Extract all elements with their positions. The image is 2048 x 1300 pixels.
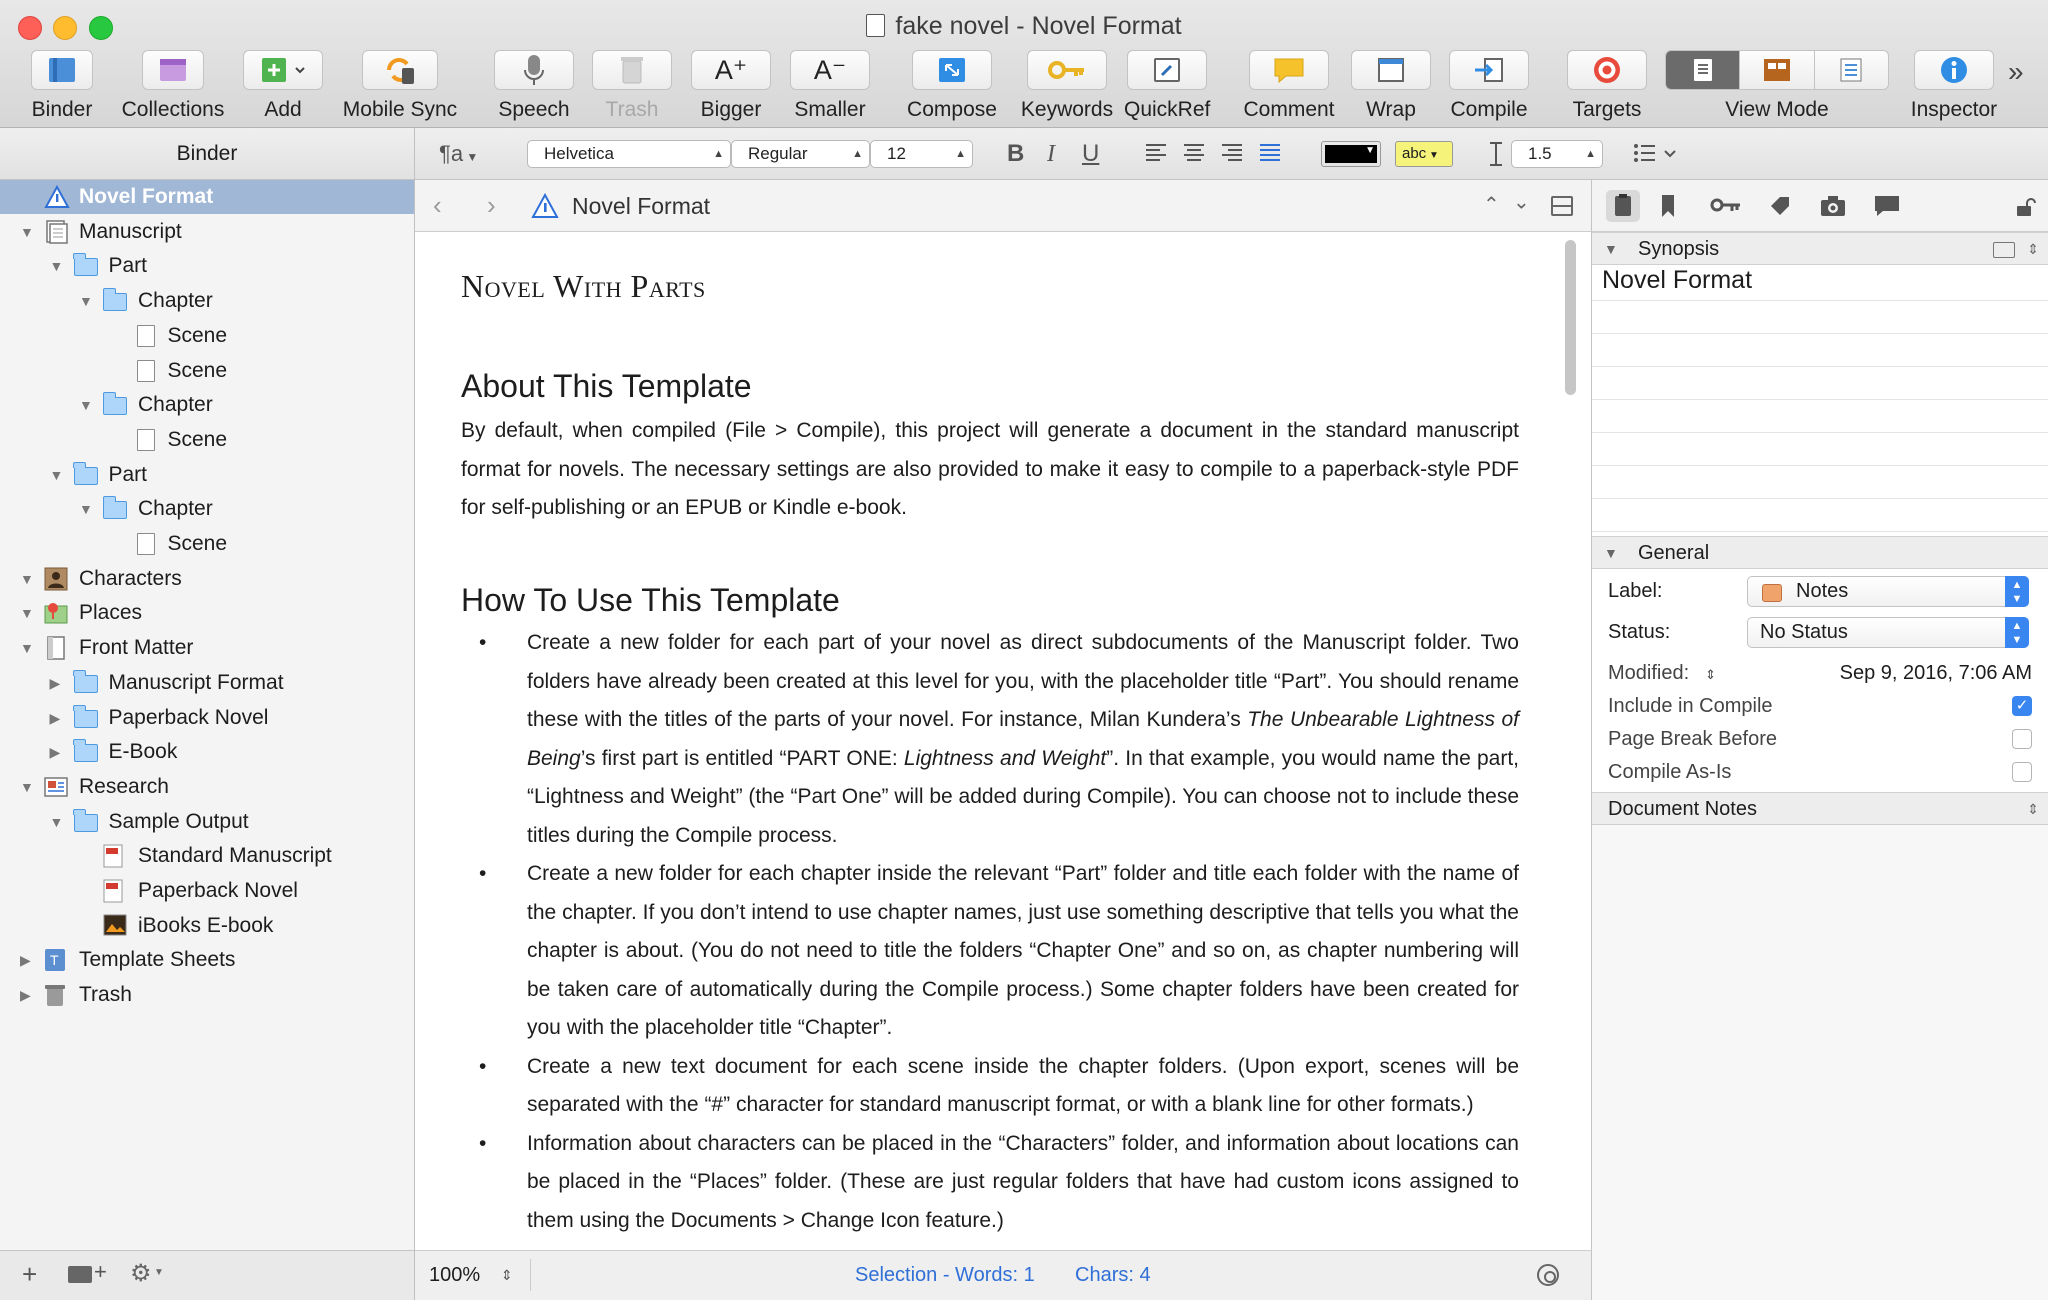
underline-button[interactable]: U	[1082, 140, 1100, 167]
status-field-label: Status:	[1608, 621, 1671, 643]
stepper-icon: ▲	[713, 148, 724, 160]
stepper-icon[interactable]: ⇕	[2027, 241, 2039, 257]
binder-item-label: Characters	[79, 566, 182, 590]
highlight-color-well[interactable]	[1395, 141, 1453, 167]
places-icon	[44, 601, 68, 625]
document-icon	[137, 429, 155, 451]
inspector-tabs	[1591, 180, 2048, 232]
binder-item-label: Manuscript	[79, 219, 182, 243]
italic-button[interactable]: I	[1047, 141, 1055, 167]
target-icon	[1567, 50, 1647, 90]
disclosure-expanded-icon[interactable]: ▼	[49, 258, 64, 275]
folder-icon	[103, 397, 127, 415]
selection-word-count: Selection - Words: 1	[855, 1264, 1035, 1286]
disclosure-expanded-icon[interactable]: ▼	[20, 778, 34, 795]
nav-back-icon[interactable]: ‹	[433, 190, 442, 220]
synopsis-image-toggle-icon[interactable]	[1993, 242, 2015, 258]
trash-icon	[592, 50, 672, 90]
line-spacing-icon	[1487, 140, 1505, 168]
format-bar	[415, 128, 2048, 180]
popup-stepper-icon: ▲ ▼	[2005, 576, 2029, 607]
tag-icon[interactable]	[1768, 194, 1792, 218]
bold-button[interactable]: B	[1007, 140, 1025, 167]
pdf-icon	[103, 879, 127, 903]
align-center-icon[interactable]	[1183, 142, 1205, 162]
text-color-well[interactable]	[1321, 141, 1381, 167]
speech-label: Speech	[498, 98, 570, 121]
document-icon	[137, 360, 155, 382]
synopsis-rule	[1592, 531, 2048, 532]
binder-item[interactable]	[0, 562, 414, 596]
binder-item-label: Scene	[167, 323, 228, 347]
collections-label: Collections	[121, 98, 225, 121]
modified-field-label	[1608, 662, 1716, 685]
binder-item[interactable]	[0, 909, 414, 943]
folder-icon	[74, 710, 98, 728]
binder-item[interactable]	[0, 492, 414, 526]
binder-item[interactable]	[0, 839, 414, 873]
comment-label: Comment	[1243, 98, 1335, 121]
compile-icon	[1449, 50, 1529, 90]
bigger-toolbar-button[interactable]	[690, 50, 772, 124]
highlight-label: abc	[1402, 145, 1427, 162]
binder-item[interactable]	[0, 978, 414, 1012]
wrap-toolbar-button[interactable]	[1350, 50, 1432, 124]
page-break-before-checkbox[interactable]	[2012, 729, 2032, 749]
list-item-text: ’s first part is entitled “PART ONE:	[580, 746, 904, 770]
binder-item[interactable]	[0, 249, 414, 283]
document-proxy-icon[interactable]	[866, 14, 885, 37]
binder-footer	[0, 1250, 415, 1300]
svg-text:T: T	[50, 952, 59, 969]
binder-item-label: Scene	[167, 532, 228, 555]
zoom-level[interactable]: 100%	[429, 1264, 481, 1286]
section-heading-how-to: How To Use This Template	[461, 582, 840, 618]
binder-item-label: Paperback Novel	[138, 879, 298, 902]
binder-header: Binder	[0, 128, 415, 180]
binder-item-label: Manuscript Format	[108, 670, 284, 694]
wrap-label: Wrap	[1366, 98, 1416, 121]
font-family-select[interactable]	[527, 140, 731, 168]
disclosure-expanded-icon[interactable]: ▼	[20, 223, 34, 240]
binder-item[interactable]	[0, 284, 414, 318]
synopsis-header-label: Synopsis	[1638, 238, 1720, 260]
synopsis-rule	[1592, 465, 2048, 466]
bigger-label: Bigger	[700, 98, 762, 121]
add-toolbar-button[interactable]	[240, 50, 326, 124]
image-icon	[103, 914, 127, 938]
synopsis-rule	[1592, 432, 2048, 433]
inspector-label: Inspector	[1910, 98, 1998, 121]
editor-footer	[415, 1250, 1591, 1300]
research-icon	[44, 775, 68, 799]
compose-icon	[912, 50, 992, 90]
editor-header	[415, 180, 1591, 232]
quickref-toolbar-button[interactable]	[1124, 50, 1210, 124]
list-item: • Create a new text document for each scene inside the chapter folders. (Upon export, scenes will be separated with the “#” character for standard manuscript format, or with a blank line for other formats.)	[461, 1048, 1519, 1125]
add-icon	[243, 50, 323, 90]
compose-label: Compose	[907, 98, 997, 121]
view-mode-label: View Mode	[1725, 98, 1829, 121]
label-value: Notes	[1796, 580, 1849, 602]
stepper-icon: ▲	[955, 148, 966, 160]
disclosure-collapsed-icon[interactable]: ▶	[20, 952, 31, 969]
binder-item[interactable]	[0, 423, 414, 457]
book-title-text: The Unbearable Lightness of Being	[527, 708, 1519, 770]
font-weight-select[interactable]	[731, 140, 870, 168]
binder-item-label: E-Book	[108, 740, 178, 764]
scrivenings-mode-icon[interactable]	[1666, 51, 1740, 89]
collections-toolbar-button[interactable]	[112, 50, 234, 124]
binder-item[interactable]	[0, 458, 414, 492]
add-label: Add	[264, 98, 302, 121]
smaller-label: Smaller	[794, 98, 866, 121]
synopsis-text[interactable]: Novel Format	[1602, 266, 1753, 294]
template-sheets-icon	[44, 948, 68, 972]
binder-item-label: Trash	[79, 983, 132, 1007]
pdf-icon	[103, 844, 127, 868]
lock-icon[interactable]	[2016, 198, 2036, 216]
notes-tab[interactable]	[1606, 190, 1640, 222]
binder-item-label: Scene	[167, 427, 228, 451]
binder-item-label: Scene	[167, 358, 228, 382]
snapshot-icon[interactable]	[1820, 195, 1846, 217]
part-title-text: Lightness and Weight	[903, 746, 1107, 770]
section-heading-about: About This Template	[461, 368, 752, 404]
microphone-icon	[494, 50, 574, 90]
targets-toolbar-button[interactable]	[1562, 50, 1652, 124]
binder-item[interactable]	[0, 631, 414, 665]
editor-scrollbar-thumb[interactable]	[1565, 240, 1576, 395]
synopsis-rule	[1592, 498, 2048, 499]
folder-icon	[74, 467, 98, 485]
add-item-button[interactable]: +	[22, 1259, 38, 1289]
disclosure-expanded-icon[interactable]: ▼	[49, 466, 64, 483]
binder-item[interactable]	[0, 701, 414, 735]
nav-forward-icon[interactable]: ›	[487, 190, 496, 220]
binder-item[interactable]	[0, 180, 414, 214]
binder-item[interactable]	[0, 735, 414, 769]
synopsis-rule	[1592, 366, 2048, 367]
align-right-icon[interactable]	[1221, 142, 1243, 162]
binder-item-label: Chapter	[138, 289, 213, 313]
paragraph-style-label: ¶a	[439, 141, 464, 166]
folder-icon	[103, 293, 127, 311]
inspector-toolbar-button[interactable]	[1906, 50, 2002, 124]
disclosure-collapsed-icon[interactable]: ▶	[20, 987, 31, 1004]
split-editor-icon[interactable]	[1551, 196, 1573, 216]
status-popup[interactable]	[1747, 617, 2029, 648]
binder-item[interactable]	[0, 874, 414, 908]
compose-toolbar-button[interactable]	[902, 50, 1002, 124]
text-color-chevron-icon: ▼	[1365, 145, 1375, 156]
general-section-header[interactable]	[1592, 536, 2048, 569]
highlight-chevron-icon: ▼	[1426, 150, 1439, 161]
paragraph-style-chevron-icon: ▼	[463, 150, 479, 164]
compile-label: Compile	[1450, 98, 1528, 121]
characters-icon	[44, 567, 68, 591]
disclosure-expanded-icon[interactable]: ▼	[20, 570, 34, 587]
binder-item[interactable]	[0, 770, 414, 804]
stepper-icon[interactable]: ⇕	[2027, 801, 2039, 817]
info-icon	[1914, 50, 1994, 90]
about-paragraph: By default, when compiled (File > Compile), this project will generate a document in the standard manuscript format for novels. The necessary settings are also provided to make it easy to compile to a paperback-style PDF for self-publishing or an EPUB or Kindle e-book.	[461, 419, 1519, 519]
keywords-toolbar-button[interactable]	[1012, 50, 1122, 124]
instructions-list	[461, 624, 1519, 1240]
include-in-compile-label: Include in Compile	[1608, 695, 1773, 717]
page-break-before-label: Page Break Before	[1608, 728, 1777, 750]
binder-item-label: Part	[108, 254, 148, 278]
target-icon[interactable]	[1537, 1264, 1559, 1286]
disclosure-collapsed-icon[interactable]: ▶	[49, 744, 61, 761]
binder-item[interactable]	[0, 388, 414, 422]
toolbar	[0, 0, 2048, 128]
add-folder-plus: +	[94, 1259, 107, 1284]
popup-stepper-icon: ▲ ▼	[2005, 617, 2029, 648]
binder-item[interactable]	[0, 596, 414, 630]
outliner-mode-icon[interactable]	[1815, 51, 1888, 89]
binder-item-label: Novel Format	[79, 185, 214, 208]
comments-icon[interactable]	[1874, 195, 1900, 217]
list-item: • Information about characters can be placed in the “Characters” folder, and information about locations can be placed in the “Places” folder. (These are just regular folders that have had custom icons assigned to them using the Documents > Change Icon feature.)	[461, 1125, 1519, 1241]
document-notes-section-header[interactable]	[1592, 792, 2048, 825]
editor-header-title[interactable]: Novel Format	[572, 193, 711, 219]
binder-item-label: Paperback Novel	[108, 705, 269, 729]
bookmark-icon[interactable]	[1660, 194, 1676, 218]
disclosure-expanded-icon[interactable]: ▼	[79, 501, 93, 518]
include-in-compile-checkbox[interactable]: ✓	[2012, 696, 2032, 716]
document-icon	[137, 325, 155, 347]
align-left-icon[interactable]	[1145, 142, 1167, 162]
disclosure-expanded-icon[interactable]: ▼	[20, 640, 34, 657]
label-field-label: Label:	[1608, 580, 1663, 602]
binder-item-label: iBooks E-book	[138, 913, 274, 937]
trash-icon	[44, 983, 68, 1007]
status-value: No Status	[1760, 621, 1848, 643]
bigger-text-icon: A⁺	[691, 50, 771, 90]
disclosure-expanded-icon[interactable]: ▼	[20, 605, 34, 622]
sync-icon	[362, 50, 438, 90]
toolbar-overflow-button[interactable]: »	[2008, 56, 2024, 87]
synopsis-section-header[interactable]	[1592, 232, 2048, 265]
line-spacing-value: 1.5	[1528, 144, 1552, 163]
binder-item[interactable]	[0, 215, 414, 249]
quickref-icon	[1127, 50, 1207, 90]
line-spacing-select[interactable]	[1511, 140, 1603, 168]
collapse-triangle-icon[interactable]: ▼	[1604, 545, 1618, 561]
quickref-label: QuickRef	[1124, 98, 1211, 121]
label-color-swatch	[1762, 584, 1782, 602]
next-document-icon[interactable]: ⌃	[1513, 189, 1530, 211]
compile-toolbar-button[interactable]	[1444, 50, 1534, 124]
previous-document-icon[interactable]: ⌃	[1483, 194, 1500, 216]
binder-item-label: Front Matter	[79, 636, 194, 660]
binder-sidebar	[0, 180, 415, 1250]
binder-item-label: Research	[79, 774, 169, 798]
mobile-sync-toolbar-button[interactable]	[336, 50, 464, 124]
window-title	[0, 12, 2048, 41]
binder-item-label: Chapter	[138, 497, 213, 521]
smaller-toolbar-button[interactable]	[784, 50, 876, 124]
list-icon[interactable]	[1633, 142, 1679, 164]
font-weight-value: Regular	[748, 144, 808, 163]
paragraph-style-button[interactable]	[439, 138, 478, 173]
binder-item[interactable]	[0, 319, 414, 353]
synopsis-rule	[1592, 399, 2048, 400]
label-popup[interactable]	[1747, 576, 2029, 607]
zoom-stepper-icon[interactable]: ⇕	[501, 1267, 513, 1283]
keywords-label: Keywords	[1020, 98, 1114, 121]
binder-item-label: Standard Manuscript	[138, 844, 332, 868]
disclosure-collapsed-icon[interactable]: ▶	[49, 709, 61, 726]
list-item-text: Create a new folder for each part of your novel as direct subdocuments of the Manuscript folder. Two folders have already been created at this level for you, with the placeholder title “Part”. You should rename these with the titles of the parts of your novel. For instance, Milan Kundera’s	[527, 631, 1519, 731]
synopsis-rule	[1592, 300, 2048, 301]
binder-item-label: Template Sheets	[79, 948, 236, 972]
targets-label: Targets	[1572, 98, 1642, 121]
inspector-panel	[1591, 232, 2048, 1300]
binder-item[interactable]	[0, 527, 414, 561]
general-header-label: General	[1638, 542, 1710, 564]
folder-icon	[74, 258, 98, 276]
add-folder-icon[interactable]	[68, 1266, 92, 1283]
document-title: Novel With Parts	[461, 268, 706, 304]
speech-toolbar-button[interactable]	[488, 50, 580, 124]
compile-as-is-label: Compile As-Is	[1608, 761, 1732, 783]
modified-label-text: Modified:	[1608, 662, 1690, 684]
binder-item-label: Places	[79, 601, 143, 625]
trash-toolbar-button[interactable]	[588, 50, 676, 124]
binder-item[interactable]	[0, 943, 414, 977]
comment-icon	[1249, 50, 1329, 90]
folder-icon	[103, 501, 127, 519]
font-family-value: Helvetica	[544, 144, 614, 163]
binder-item-label: Sample Output	[108, 809, 249, 833]
binder-item-label: Part	[108, 462, 148, 486]
list-item: • Create a new folder for each chapter inside the relevant “Part” folder and title each folder with the name of the chapter. If you don’t intend to use chapter names, just use something descriptive that tells you what the chapter is about. (You do not need to title the folders “Chapter One” and so on, as chapter numbering will be taken care of automatically during the Compile process.) Some chapter folders have been created for you with the placeholder title “Chapter”.	[461, 855, 1519, 1048]
folder-icon	[74, 744, 98, 762]
font-size-select[interactable]	[870, 140, 973, 168]
binder-item[interactable]	[0, 354, 414, 388]
folder-icon	[74, 675, 98, 693]
manuscript-icon	[44, 220, 68, 244]
binder-item[interactable]	[0, 666, 414, 700]
disclosure-expanded-icon[interactable]: ▼	[79, 293, 93, 310]
stepper-icon: ▲	[1585, 148, 1596, 160]
selection-char-count: Chars: 4	[1075, 1264, 1151, 1286]
compile-as-is-checkbox[interactable]	[2012, 762, 2032, 782]
document-notes-area[interactable]	[1592, 825, 2048, 1300]
folder-icon	[74, 814, 98, 832]
align-justify-icon[interactable]	[1259, 142, 1281, 162]
smaller-text-icon: A⁻	[790, 50, 870, 90]
corkboard-mode-icon[interactable]	[1740, 51, 1814, 89]
mobile-sync-label: Mobile Sync	[342, 98, 458, 121]
trash-label: Trash	[605, 98, 659, 121]
disclosure-expanded-icon[interactable]: ▼	[79, 397, 93, 414]
gear-menu-chevron-icon[interactable]: ▼	[154, 1267, 164, 1278]
footer-divider	[530, 1259, 531, 1291]
synopsis-rule	[1592, 333, 2048, 334]
binder-item-label: Chapter	[138, 393, 213, 417]
list-item-text: ”. In that example, you would name the part, “Lightness and Weight” (the “Part One” will be added during Compile). You can choose not to include these titles during the Compile process.	[527, 746, 1519, 847]
info-icon	[44, 185, 68, 209]
front-matter-icon	[44, 636, 68, 660]
wrap-icon	[1351, 50, 1431, 90]
binder-item[interactable]	[0, 805, 414, 839]
editor-text-area[interactable]	[415, 232, 1591, 1250]
font-size-value: 12	[887, 144, 906, 163]
view-mode-control[interactable]	[1664, 50, 1890, 124]
modified-date: Sep 9, 2016, 7:06 AM	[1839, 662, 2032, 684]
gear-icon[interactable]: ⚙	[130, 1260, 152, 1287]
info-icon	[531, 193, 559, 219]
stepper-icon: ▲	[852, 148, 863, 160]
binder-toolbar-button[interactable]	[20, 50, 104, 124]
key-icon	[1027, 50, 1107, 90]
binder-label: Binder	[31, 98, 93, 121]
disclosure-expanded-icon[interactable]: ▼	[49, 813, 64, 830]
stepper-icon[interactable]: ⇕	[1705, 667, 1717, 682]
disclosure-collapsed-icon[interactable]: ▶	[49, 674, 61, 691]
window-title-text: fake novel - Novel Format	[895, 12, 1182, 40]
comment-toolbar-button[interactable]	[1240, 50, 1338, 124]
document-icon	[137, 533, 155, 555]
key-icon[interactable]	[1710, 196, 1742, 214]
list-item	[461, 624, 1519, 855]
collapse-triangle-icon[interactable]: ▼	[1604, 241, 1618, 257]
collections-icon	[142, 50, 204, 90]
binder-icon	[31, 50, 93, 90]
document-notes-label: Document Notes	[1608, 798, 1757, 820]
